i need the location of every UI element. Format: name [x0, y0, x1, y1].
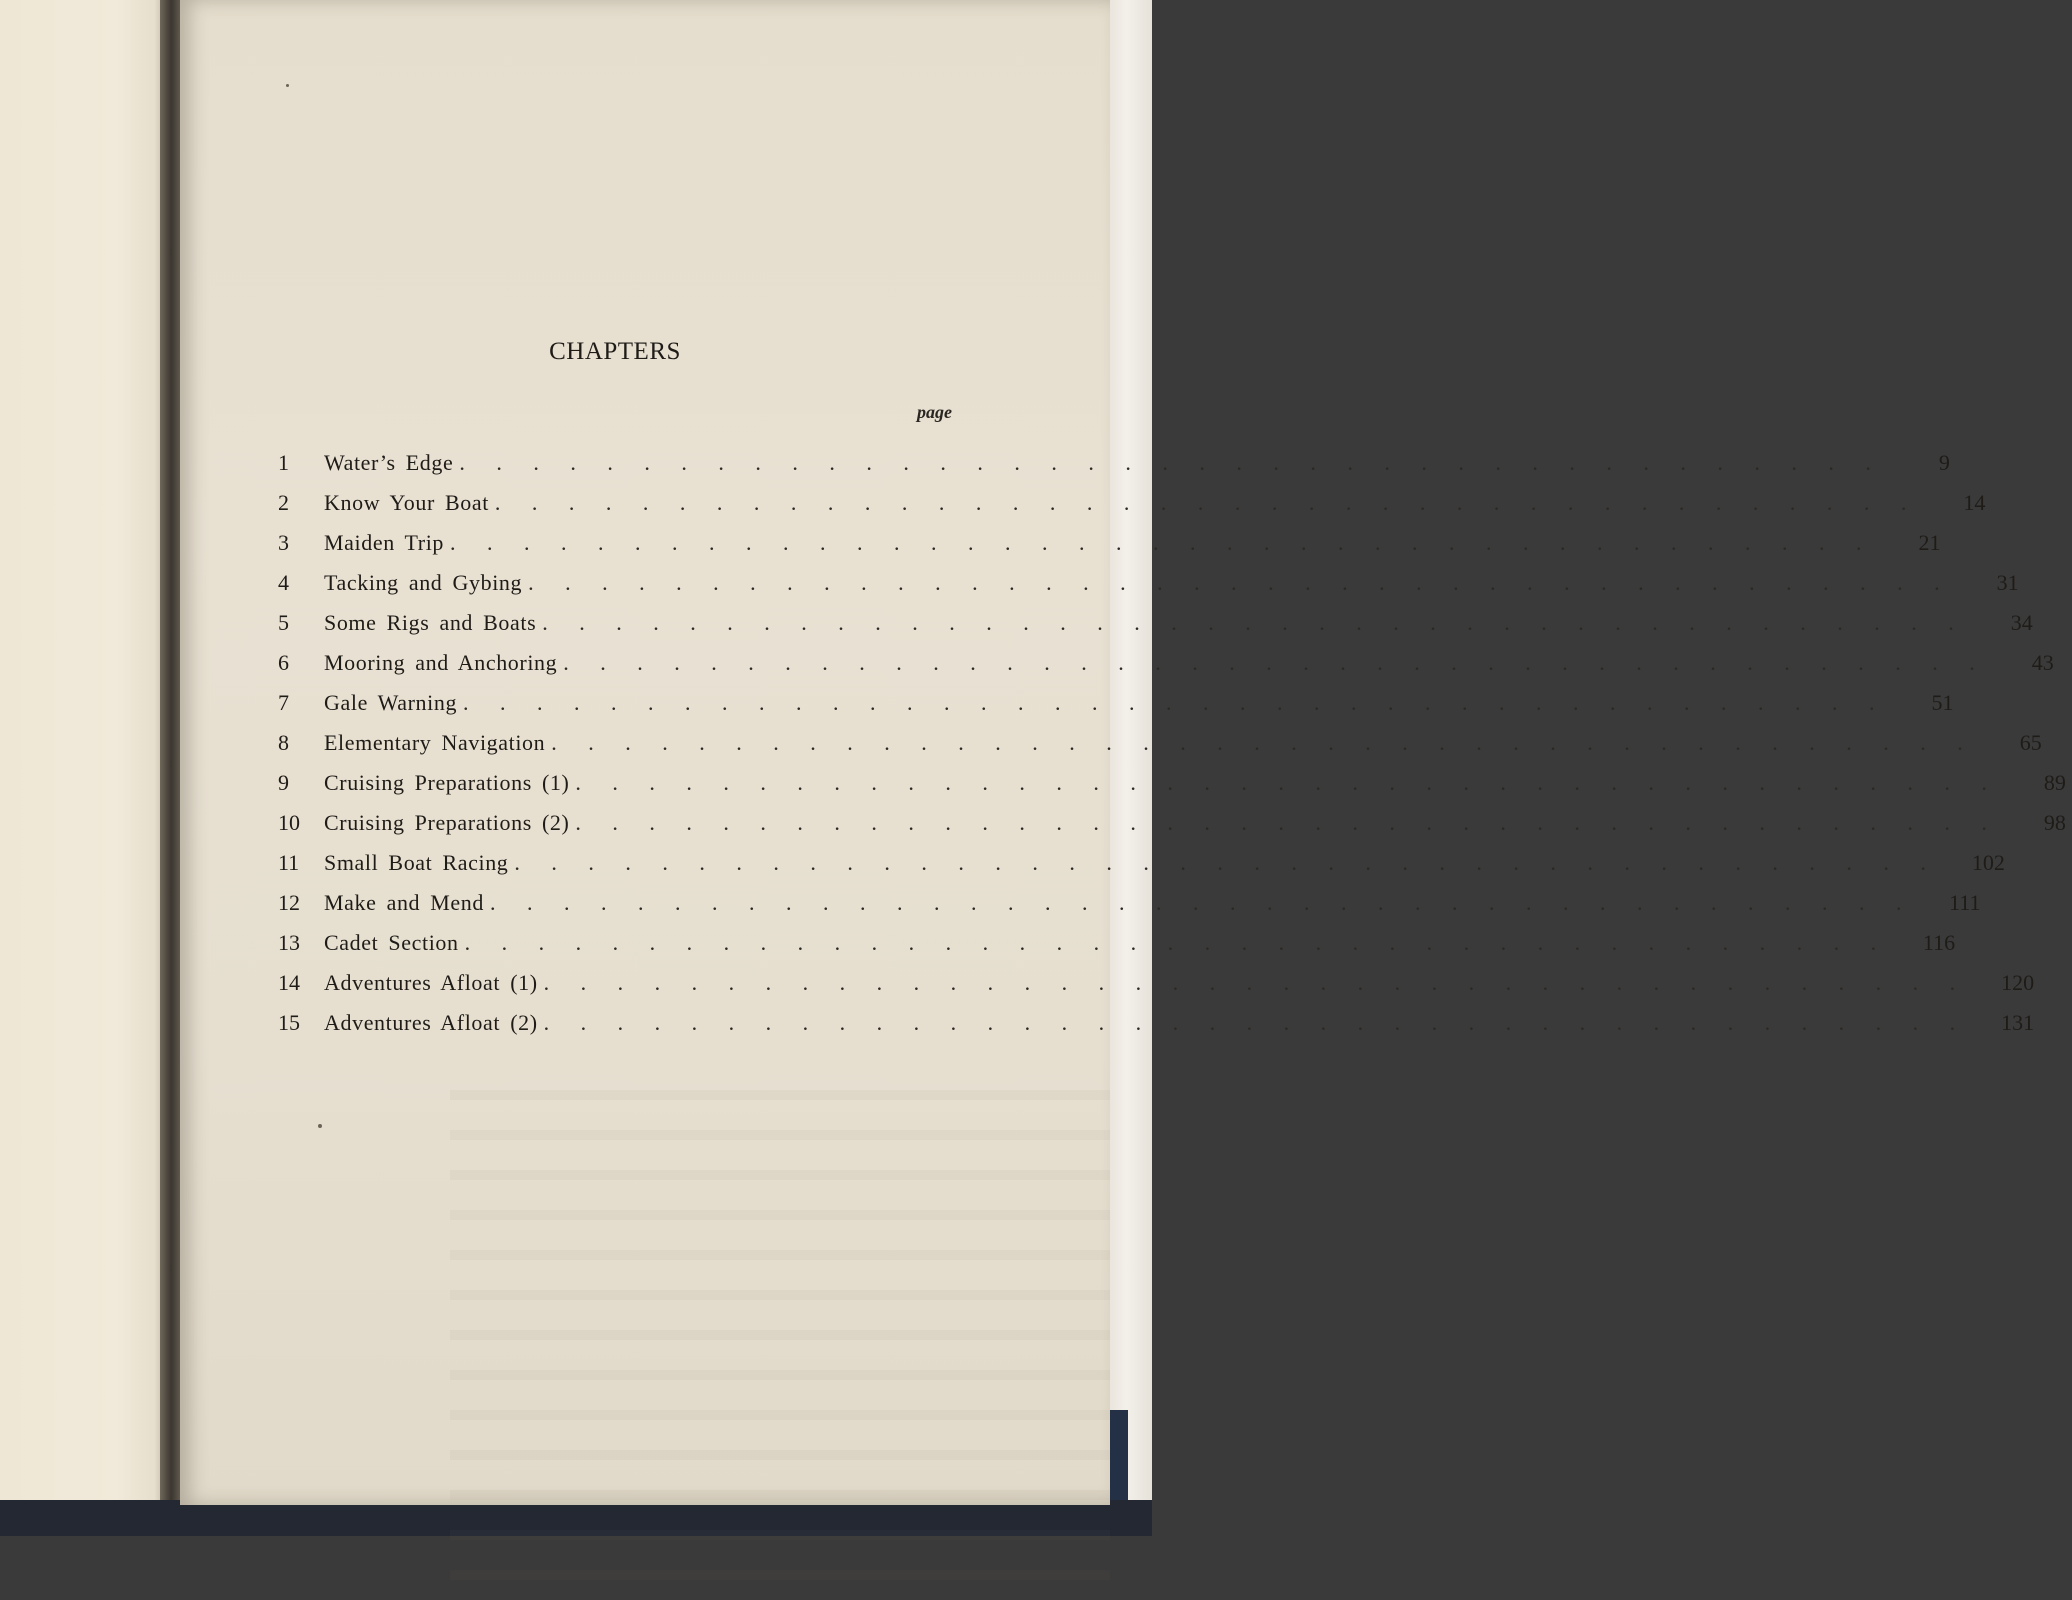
chapter-page: 120	[2001, 970, 2035, 995]
chapter-page: 111	[1949, 890, 1981, 915]
chapter-title: Elementary Navigation	[324, 730, 546, 755]
chapter-page: 89	[2043, 770, 2066, 795]
toc-entry	[276, 806, 2066, 846]
toc-entry	[276, 846, 2005, 886]
chapter-number: 6	[278, 650, 289, 675]
left-blank-page	[0, 0, 168, 1536]
page-column-label: page	[917, 402, 952, 422]
chapter-page: 43	[2031, 650, 2054, 675]
chapter-number: 15	[278, 1010, 300, 1035]
dot-leader: . . . . . . . . . . . . . . . . . . . . . . . . . . . . . . . . . . . . . . .	[514, 850, 1939, 875]
dot-leader: . . . . . . . . . . . . . . . . . . . . . . . . . . . . . . . . . . . . . . .	[459, 450, 1884, 475]
chapter-title: Small Boat Racing	[324, 850, 509, 875]
toc-entry	[276, 606, 2033, 646]
chapter-title: Know Your Boat	[324, 490, 489, 515]
chapter-title: Cruising Preparations (1)	[324, 770, 570, 795]
chapter-title: Gale Warning	[324, 690, 458, 715]
chapter-number: 4	[278, 570, 289, 595]
toc-entry	[276, 686, 1954, 726]
chapter-number: 13	[278, 930, 300, 955]
toc-entry	[276, 446, 1950, 486]
dot-leader: . . . . . . . . . . . . . . . . . . . . . . . . . . . . . . . . . . . . . . .	[463, 690, 1888, 715]
chapter-number: 1	[278, 450, 289, 475]
chapter-page: 116	[1922, 930, 1956, 955]
chapter-title: Cadet Section	[324, 930, 459, 955]
chapter-page: 102	[1971, 850, 2005, 875]
chapter-title: Mooring and Anchoring	[324, 650, 558, 675]
chapter-page: 131	[2001, 1010, 2035, 1035]
chapter-number: 3	[278, 530, 289, 555]
toc-entry	[276, 766, 2066, 806]
toc-entry	[276, 1006, 2035, 1046]
dot-leader: . . . . . . . . . . . . . . . . . . . . . . . . . . . . . . . . . . . . . . .	[450, 530, 1875, 555]
toc-entry	[276, 646, 2054, 686]
dot-leader: . . . . . . . . . . . . . . . . . . . . . . . . . . . . . . . . . . . . . . .	[489, 890, 1915, 915]
toc-entry	[276, 926, 1956, 966]
chapter-title: Cruising Preparations (2)	[324, 810, 570, 835]
toc-entry	[276, 566, 2019, 606]
bleed-through-text	[450, 1060, 1110, 1600]
dot-leader: . . . . . . . . . . . . . . . . . . . . . . . . . . . . . . . . . . . . . . .	[551, 730, 1976, 755]
dot-leader: . . . . . . . . . . . . . . . . . . . . . . . . . . . . . . . . . . . . . . .	[543, 970, 1969, 995]
toc-entry	[276, 486, 1986, 526]
chapter-page: 31	[1996, 570, 2019, 595]
dot-leader: . . . . . . . . . . . . . . . . . . . . . . . . . . . . . . . . . . . . . . .	[494, 490, 1920, 515]
chapter-number: 9	[278, 770, 289, 795]
dot-leader: . . . . . . . . . . . . . . . . . . . . . . . . . . . . . . . . . . . . . . .	[575, 810, 2000, 835]
chapter-number: 7	[278, 690, 289, 715]
chapter-number: 14	[278, 970, 300, 995]
chapter-page: 51	[1931, 690, 1954, 715]
toc-entry	[276, 526, 1941, 566]
dot-leader: . . . . . . . . . . . . . . . . . . . . . . . . . . . . . . . . . . . . . . .	[528, 570, 1953, 595]
page-title: CHAPTERS	[549, 338, 681, 365]
toc-entry	[276, 726, 2042, 766]
chapter-page: 9	[1938, 450, 1950, 475]
chapter-title: Make and Mend	[324, 890, 484, 915]
chapter-title: Some Rigs and Boats	[324, 610, 537, 635]
chapter-page: 21	[1918, 530, 1941, 555]
toc-entry	[276, 886, 1981, 926]
chapter-page: 65	[2019, 730, 2042, 755]
chapter-page: 14	[1963, 490, 1986, 515]
chapter-page: 34	[2010, 610, 2033, 635]
chapter-number: 5	[278, 610, 289, 635]
paper-speck	[286, 84, 289, 87]
chapter-number: 8	[278, 730, 289, 755]
dot-leader: . . . . . . . . . . . . . . . . . . . . . . . . . . . . . . . . . . . . . . .	[464, 930, 1890, 955]
chapter-number: 2	[278, 490, 289, 515]
chapter-title: Adventures Afloat (2)	[324, 1010, 538, 1035]
dot-leader: . . . . . . . . . . . . . . . . . . . . . . . . . . . . . . . . . . . . . . .	[543, 1010, 1969, 1035]
dot-leader: . . . . . . . . . . . . . . . . . . . . . . . . . . . . . . . . . . . . . . .	[542, 610, 1967, 635]
chapter-title: Maiden Trip	[324, 530, 445, 555]
dot-leader: . . . . . . . . . . . . . . . . . . . . . . . . . . . . . . . . . . . . . . .	[563, 650, 1988, 675]
paper-speck	[318, 1124, 322, 1128]
dot-leader: . . . . . . . . . . . . . . . . . . . . . . . . . . . . . . . . . . . . . . .	[575, 770, 2000, 795]
toc-entry	[276, 966, 2035, 1006]
chapter-page: 98	[2043, 810, 2066, 835]
chapter-number: 12	[278, 890, 300, 915]
chapter-title: Adventures Afloat (1)	[324, 970, 538, 995]
table-of-contents	[276, 446, 2066, 1046]
chapter-number: 10	[278, 810, 300, 835]
chapter-title: Water’s Edge	[324, 450, 454, 475]
chapter-title: Tacking and Gybing	[324, 570, 523, 595]
chapter-number: 11	[278, 850, 300, 875]
